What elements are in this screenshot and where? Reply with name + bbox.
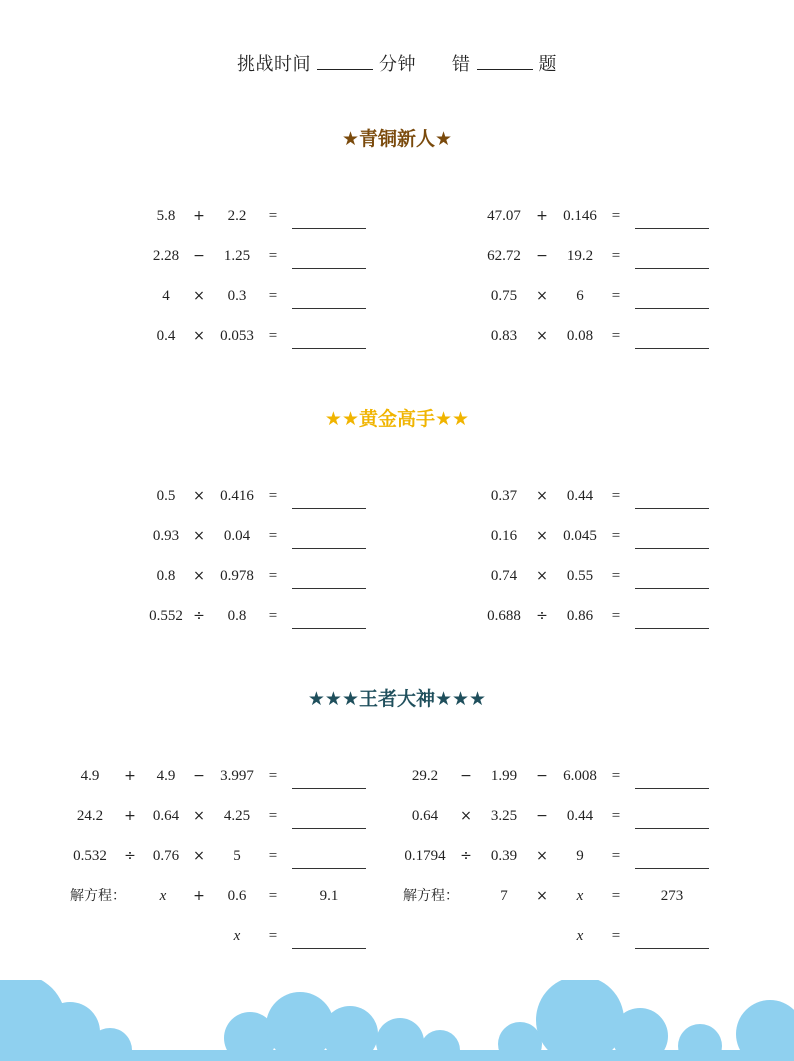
wrong-label: 错 (452, 54, 471, 74)
operator-bronze-right-0-3: = (611, 208, 621, 224)
equation-answer-blank-eq_right[interactable] (635, 948, 709, 949)
operator-king-left-0-1: + (124, 768, 136, 784)
operand-bronze-right-0-2: 0.146 (563, 208, 597, 224)
answer-blank-gold-left-0[interactable] (292, 508, 366, 509)
operator-bronze-right-2-1: × (536, 288, 548, 304)
operator-king-right-2-1: ÷ (460, 848, 472, 864)
operator-king-left-1-1: + (124, 808, 136, 824)
operand-gold-right-1-0: 0.16 (490, 528, 518, 544)
operand-king-right-2-4: 9 (576, 848, 584, 864)
section-title-king: ★★★王者大神★★★ (307, 688, 487, 710)
equation-term-eq_left-2: 0.6 (227, 888, 247, 904)
answer-blank-bronze-right-3[interactable] (635, 348, 709, 349)
operator-king-left-1-3: × (193, 808, 205, 824)
operand-gold-right-2-0: 0.74 (490, 568, 518, 584)
operand-bronze-right-0-0: 47.07 (487, 208, 521, 224)
operand-bronze-left-0-2: 2.2 (227, 208, 247, 224)
operator-gold-left-3-3: = (268, 608, 278, 624)
operand-gold-right-3-0: 0.688 (487, 608, 521, 624)
answer-blank-bronze-right-2[interactable] (635, 308, 709, 309)
operator-king-right-1-5: = (611, 808, 621, 824)
operand-king-left-1-2: 0.64 (152, 808, 180, 824)
operator-bronze-left-2-1: × (193, 288, 205, 304)
operator-king-right-0-1: − (460, 768, 472, 784)
operand-bronze-left-1-2: 1.25 (223, 248, 251, 264)
answer-blank-bronze-left-3[interactable] (292, 348, 366, 349)
operand-gold-right-0-0: 0.37 (490, 488, 518, 504)
operand-bronze-left-3-0: 0.4 (156, 328, 176, 344)
answer-blank-bronze-left-0[interactable] (292, 228, 366, 229)
operator-gold-left-2-1: × (193, 568, 205, 584)
operand-gold-right-0-2: 0.44 (566, 488, 594, 504)
operand-king-right-0-4: 6.008 (563, 768, 597, 784)
answer-blank-king-right-0[interactable] (635, 788, 709, 789)
operand-king-left-1-4: 4.25 (223, 808, 251, 824)
operator-bronze-right-0-1: + (536, 208, 548, 224)
operator-gold-right-1-1: × (536, 528, 548, 544)
equation-term-eq_left-1: + (193, 888, 205, 904)
operand-bronze-left-2-0: 4 (162, 288, 170, 304)
operator-king-right-0-3: − (536, 768, 548, 784)
operator-king-right-0-5: = (611, 768, 621, 784)
equation-answer-blank-eq_left[interactable] (292, 948, 366, 949)
equation-answer-eq_right-1: = (611, 928, 621, 944)
operand-king-left-0-2: 4.9 (156, 768, 176, 784)
operator-gold-right-1-3: = (611, 528, 621, 544)
operand-king-right-0-0: 29.2 (411, 768, 439, 784)
operator-bronze-right-2-3: = (611, 288, 621, 304)
cloud-base (0, 1050, 794, 1061)
cloud-decoration (0, 980, 794, 1061)
answer-blank-gold-left-2[interactable] (292, 588, 366, 589)
operator-gold-right-2-1: × (536, 568, 548, 584)
operand-bronze-right-3-0: 0.83 (490, 328, 518, 344)
operand-king-right-1-2: 3.25 (490, 808, 518, 824)
operand-bronze-right-1-2: 19.2 (566, 248, 594, 264)
answer-blank-king-left-2[interactable] (292, 868, 366, 869)
operand-gold-left-1-0: 0.93 (152, 528, 180, 544)
operator-king-right-1-3: − (536, 808, 548, 824)
operand-king-right-1-4: 0.44 (566, 808, 594, 824)
equation-term-eq_left-3: = (268, 888, 278, 904)
operand-bronze-left-2-2: 0.3 (227, 288, 247, 304)
operand-gold-right-3-2: 0.86 (566, 608, 594, 624)
operator-bronze-right-3-3: = (611, 328, 621, 344)
operand-king-right-2-2: 0.39 (490, 848, 518, 864)
operator-bronze-left-2-3: = (268, 288, 278, 304)
operator-bronze-left-0-1: + (193, 208, 205, 224)
operator-king-left-0-3: − (193, 768, 205, 784)
operand-bronze-right-3-2: 0.08 (566, 328, 594, 344)
solve-equation-label: 解方程： (403, 888, 459, 904)
operator-gold-right-0-1: × (536, 488, 548, 504)
operand-gold-left-2-0: 0.8 (156, 568, 176, 584)
operand-gold-right-1-2: 0.045 (563, 528, 597, 544)
worksheet-header (0, 50, 794, 76)
cloud-puff (536, 980, 624, 1061)
operator-gold-right-2-3: = (611, 568, 621, 584)
operator-king-right-1-1: × (460, 808, 472, 824)
operator-bronze-right-3-1: × (536, 328, 548, 344)
time-label: 挑战时间 (237, 54, 311, 74)
answer-blank-king-right-1[interactable] (635, 828, 709, 829)
answer-blank-bronze-right-1[interactable] (635, 268, 709, 269)
operator-king-left-2-1: ÷ (124, 848, 136, 864)
operand-king-left-2-2: 0.76 (152, 848, 180, 864)
operator-bronze-right-1-1: − (536, 248, 548, 264)
operand-bronze-left-0-0: 5.8 (156, 208, 176, 224)
operator-gold-right-3-1: ÷ (536, 608, 548, 624)
operator-king-left-2-3: × (193, 848, 205, 864)
answer-blank-bronze-right-0[interactable] (635, 228, 709, 229)
answer-blank-king-right-2[interactable] (635, 868, 709, 869)
operand-king-right-1-0: 0.64 (411, 808, 439, 824)
answer-blank-gold-left-3[interactable] (292, 628, 366, 629)
operator-bronze-left-3-3: = (268, 328, 278, 344)
operand-bronze-right-1-0: 62.72 (487, 248, 521, 264)
section-title-bronze: ★青铜新人★ (341, 128, 453, 150)
equation-term-eq_right-4: 273 (660, 888, 684, 904)
equation-term-eq_right-3: = (611, 888, 621, 904)
operand-gold-left-0-2: 0.416 (220, 488, 254, 504)
operator-gold-left-2-3: = (268, 568, 278, 584)
equation-answer-eq_right-0: x (576, 928, 584, 944)
answer-blank-bronze-left-1[interactable] (292, 268, 366, 269)
operand-gold-left-2-2: 0.978 (220, 568, 254, 584)
equation-term-eq_right-2: x (576, 888, 584, 904)
operand-gold-left-3-2: 0.8 (227, 608, 247, 624)
operator-bronze-left-1-3: = (268, 248, 278, 264)
section-title-gold: ★★黄金高手★★ (324, 408, 470, 430)
operand-king-left-0-4: 3.997 (220, 768, 254, 784)
answer-blank-gold-right-2[interactable] (635, 588, 709, 589)
operator-bronze-left-1-1: − (193, 248, 205, 264)
operand-bronze-left-3-2: 0.053 (220, 328, 254, 344)
operand-king-left-1-0: 24.2 (76, 808, 104, 824)
wrong-blank[interactable] (477, 55, 533, 70)
answer-blank-gold-left-1[interactable] (292, 548, 366, 549)
operator-bronze-left-3-1: × (193, 328, 205, 344)
answer-blank-bronze-left-2[interactable] (292, 308, 366, 309)
operator-gold-left-3-1: ÷ (193, 608, 205, 624)
equation-term-eq_right-1: × (536, 888, 548, 904)
operand-gold-left-0-0: 0.5 (156, 488, 176, 504)
operand-gold-left-1-2: 0.04 (223, 528, 251, 544)
operand-bronze-right-2-2: 6 (576, 288, 584, 304)
operand-bronze-right-2-0: 0.75 (490, 288, 518, 304)
equation-answer-eq_left-1: = (268, 928, 278, 944)
equation-term-eq_right-0: 7 (500, 888, 508, 904)
answer-blank-gold-right-0[interactable] (635, 508, 709, 509)
operand-king-left-2-4: 5 (233, 848, 241, 864)
operator-king-left-1-5: = (268, 808, 278, 824)
operator-king-right-2-5: = (611, 848, 621, 864)
operator-bronze-left-0-3: = (268, 208, 278, 224)
question-label: 题 (538, 54, 557, 74)
operand-king-left-2-0: 0.532 (73, 848, 107, 864)
operator-gold-right-3-3: = (611, 608, 621, 624)
operand-gold-left-3-0: 0.552 (149, 608, 183, 624)
operand-king-right-2-0: 0.1794 (404, 848, 446, 864)
solve-equation-label: 解方程： (70, 888, 126, 904)
equation-term-eq_left-0: x (159, 888, 167, 904)
answer-blank-king-left-1[interactable] (292, 828, 366, 829)
operand-gold-right-2-2: 0.55 (566, 568, 594, 584)
equation-answer-eq_left-0: x (233, 928, 241, 944)
answer-blank-gold-right-3[interactable] (635, 628, 709, 629)
answer-blank-gold-right-1[interactable] (635, 548, 709, 549)
operator-king-right-2-3: × (536, 848, 548, 864)
operator-gold-left-0-3: = (268, 488, 278, 504)
operand-king-right-0-2: 1.99 (490, 768, 518, 784)
operator-gold-right-0-3: = (611, 488, 621, 504)
operand-king-left-0-0: 4.9 (80, 768, 100, 784)
operator-king-left-0-5: = (268, 768, 278, 784)
operand-bronze-left-1-0: 2.28 (152, 248, 180, 264)
operator-gold-left-1-3: = (268, 528, 278, 544)
operator-bronze-right-1-3: = (611, 248, 621, 264)
minute-label: 分钟 (379, 54, 416, 74)
operator-king-left-2-5: = (268, 848, 278, 864)
answer-blank-king-left-0[interactable] (292, 788, 366, 789)
operator-gold-left-0-1: × (193, 488, 205, 504)
operator-gold-left-1-1: × (193, 528, 205, 544)
time-blank[interactable] (317, 55, 373, 70)
equation-term-eq_left-4: 9.1 (319, 888, 339, 904)
